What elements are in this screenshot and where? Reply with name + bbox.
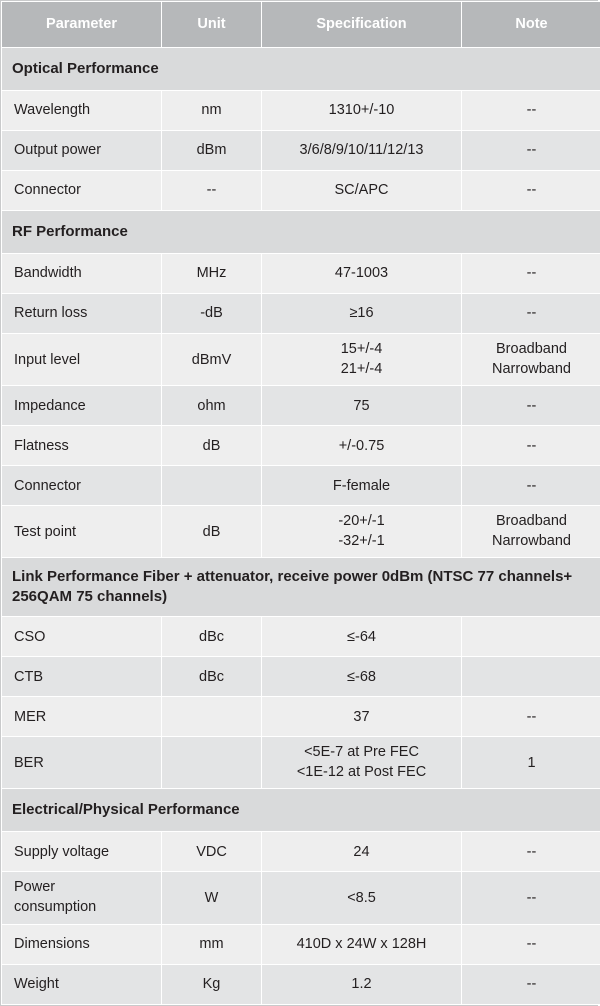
- table-row: [2, 617, 600, 657]
- cell-note: --: [462, 91, 600, 131]
- column-header-unit: Unit: [162, 2, 262, 48]
- cell-parameter: Flatness: [2, 426, 162, 466]
- cell-specification-line: 15+/-4: [268, 340, 455, 360]
- cell-unit: dBc: [162, 617, 262, 657]
- cell-specification: SC/APC: [262, 171, 462, 211]
- cell-specification: F-female: [262, 466, 462, 506]
- cell-specification: 37: [262, 697, 462, 737]
- cell-unit: Kg: [162, 964, 262, 1004]
- table-header: [2, 2, 600, 48]
- cell-parameter: Wavelength: [2, 91, 162, 131]
- cell-unit: ohm: [162, 386, 262, 426]
- cell-specification: ≤-64: [262, 617, 462, 657]
- section-header-row: [2, 789, 600, 832]
- cell-note: --: [462, 254, 600, 294]
- cell-specification: +/-0.75: [262, 426, 462, 466]
- cell-unit: [162, 737, 262, 789]
- cell-unit: -dB: [162, 294, 262, 334]
- column-header-parameter: Parameter: [2, 2, 162, 48]
- cell-specification: [262, 506, 462, 558]
- cell-specification: 75: [262, 386, 462, 426]
- cell-note: [462, 506, 600, 558]
- cell-note: --: [462, 697, 600, 737]
- table-row: [2, 697, 600, 737]
- cell-specification-line: <1E-12 at Post FEC: [268, 763, 455, 783]
- section-title: Optical Performance: [2, 48, 600, 91]
- cell-specification-line: -20+/-1: [268, 512, 455, 532]
- cell-specification-line: -32+/-1: [268, 532, 455, 552]
- cell-parameter: CTB: [2, 657, 162, 697]
- cell-specification: [262, 737, 462, 789]
- cell-specification: ≥16: [262, 294, 462, 334]
- cell-note: --: [462, 426, 600, 466]
- cell-specification: 1310+/-10: [262, 91, 462, 131]
- cell-note: --: [462, 171, 600, 211]
- cell-note: 1: [462, 737, 600, 789]
- cell-unit: W: [162, 872, 262, 924]
- table-row: [2, 506, 600, 558]
- cell-unit: dBm: [162, 131, 262, 171]
- table-row: [2, 171, 600, 211]
- table-row: [2, 964, 600, 1004]
- cell-note: --: [462, 924, 600, 964]
- table-row: [2, 426, 600, 466]
- table-row: [2, 657, 600, 697]
- cell-parameter: MER: [2, 697, 162, 737]
- cell-unit: mm: [162, 924, 262, 964]
- cell-specification: 47-1003: [262, 254, 462, 294]
- cell-unit: dB: [162, 426, 262, 466]
- cell-unit: MHz: [162, 254, 262, 294]
- cell-note: [462, 617, 600, 657]
- section-title: Link Performance Fiber + attenuator, receive power 0dBm (NTSC 77 channels+ 256QAM 75 channels): [2, 558, 600, 617]
- cell-parameter: BER: [2, 737, 162, 789]
- table-body: [2, 48, 600, 1005]
- table-row: [2, 294, 600, 334]
- cell-note-line: Narrowband: [468, 532, 595, 552]
- table-row: [2, 334, 600, 386]
- table-row: [2, 832, 600, 872]
- cell-specification: 24: [262, 832, 462, 872]
- cell-parameter: Connector: [2, 466, 162, 506]
- cell-parameter: [2, 872, 162, 924]
- cell-specification: 3/6/8/9/10/11/12/13: [262, 131, 462, 171]
- cell-parameter-line: consumption: [14, 898, 155, 918]
- cell-specification: 410D x 24W x 128H: [262, 924, 462, 964]
- cell-unit: dBmV: [162, 334, 262, 386]
- section-header-row: [2, 558, 600, 617]
- cell-specification: [262, 334, 462, 386]
- table-row: [2, 737, 600, 789]
- cell-unit: nm: [162, 91, 262, 131]
- cell-specification-line: 21+/-4: [268, 360, 455, 380]
- section-header-row: [2, 211, 600, 254]
- cell-unit: dBc: [162, 657, 262, 697]
- column-header-specification: Specification: [262, 2, 462, 48]
- table-row: [2, 872, 600, 924]
- cell-parameter: Dimensions: [2, 924, 162, 964]
- cell-parameter-line: Power: [14, 878, 155, 898]
- cell-parameter: Supply voltage: [2, 832, 162, 872]
- cell-parameter: Weight: [2, 964, 162, 1004]
- header-row: [2, 2, 600, 48]
- cell-specification-line: <5E-7 at Pre FEC: [268, 743, 455, 763]
- column-header-note: Note: [462, 2, 600, 48]
- table-row: [2, 131, 600, 171]
- cell-note: --: [462, 131, 600, 171]
- cell-specification: <8.5: [262, 872, 462, 924]
- table-row: [2, 386, 600, 426]
- section-title: Electrical/Physical Performance: [2, 789, 600, 832]
- cell-note: --: [462, 832, 600, 872]
- cell-note: --: [462, 466, 600, 506]
- section-title: RF Performance: [2, 211, 600, 254]
- cell-parameter: Test point: [2, 506, 162, 558]
- cell-unit: --: [162, 171, 262, 211]
- cell-note: [462, 334, 600, 386]
- cell-note-line: Narrowband: [468, 360, 595, 380]
- cell-parameter: Bandwidth: [2, 254, 162, 294]
- cell-unit: VDC: [162, 832, 262, 872]
- cell-note: [462, 657, 600, 697]
- cell-note: --: [462, 386, 600, 426]
- cell-specification: ≤-68: [262, 657, 462, 697]
- cell-note-line: Broadband: [468, 340, 595, 360]
- cell-parameter: Return loss: [2, 294, 162, 334]
- cell-unit: [162, 466, 262, 506]
- cell-parameter: Output power: [2, 131, 162, 171]
- specification-table: [1, 1, 600, 1005]
- section-header-row: [2, 48, 600, 91]
- cell-parameter: Impedance: [2, 386, 162, 426]
- table-row: [2, 254, 600, 294]
- cell-parameter: CSO: [2, 617, 162, 657]
- table-row: [2, 91, 600, 131]
- cell-specification: 1.2: [262, 964, 462, 1004]
- table-row: [2, 924, 600, 964]
- table-row: [2, 466, 600, 506]
- cell-unit: dB: [162, 506, 262, 558]
- cell-unit: [162, 697, 262, 737]
- cell-parameter: Input level: [2, 334, 162, 386]
- cell-note: --: [462, 872, 600, 924]
- cell-note: --: [462, 964, 600, 1004]
- cell-note-line: Broadband: [468, 512, 595, 532]
- cell-note: --: [462, 294, 600, 334]
- cell-parameter: Connector: [2, 171, 162, 211]
